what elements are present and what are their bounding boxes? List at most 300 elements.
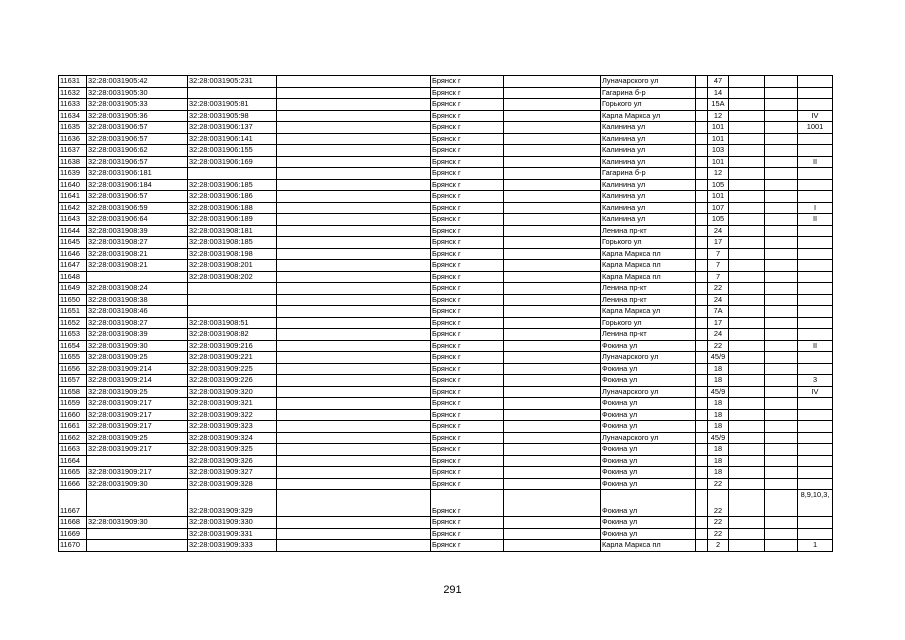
cell-blank-c	[696, 76, 708, 88]
cell-house-number: 101	[708, 191, 729, 203]
cell-blank-b	[504, 191, 601, 203]
cell-city: Брянск г	[431, 122, 504, 134]
table-row	[59, 340, 833, 352]
cell-blank-e	[765, 122, 798, 134]
cell-premises	[798, 76, 833, 88]
cell-blank-a	[277, 317, 431, 329]
cell-house-number: 14	[708, 87, 729, 99]
cell-blank-c	[696, 87, 708, 99]
cell-blank-c	[696, 517, 708, 529]
cell-city: Брянск г	[431, 156, 504, 168]
cell-object-number: 32:28:0031909:324	[188, 432, 277, 444]
cell-blank-b	[504, 306, 601, 318]
table-row	[59, 467, 833, 479]
cell-object-number: 32:28:0031909:321	[188, 398, 277, 410]
cell-blank-a	[277, 99, 431, 111]
cell-cadastral-number: 32:28:0031908:38	[87, 294, 188, 306]
cell-blank-a	[277, 363, 431, 375]
cell-row-number: 11638	[59, 156, 87, 168]
cell-city: Брянск г	[431, 455, 504, 467]
cell-house-number: 24	[708, 294, 729, 306]
cell-blank-a	[277, 87, 431, 99]
cell-premises: II	[798, 214, 833, 226]
cell-premises	[798, 352, 833, 364]
cell-blank-b	[504, 363, 601, 375]
cell-blank-b	[504, 444, 601, 456]
cell-premises	[798, 421, 833, 433]
cell-row-number: 11659	[59, 398, 87, 410]
table-row	[59, 248, 833, 260]
cell-blank-e	[765, 386, 798, 398]
cell-blank-d	[729, 283, 765, 295]
cell-house-number: 103	[708, 145, 729, 157]
table-row	[59, 110, 833, 122]
cell-blank-e	[765, 133, 798, 145]
table-row	[59, 76, 833, 88]
cell-blank-d	[729, 179, 765, 191]
cell-blank-e	[765, 87, 798, 99]
cell-street: Фокина ул	[601, 478, 696, 490]
cell-house-number: 18	[708, 409, 729, 421]
cell-cadastral-number: 32:28:0031906:181	[87, 168, 188, 180]
cell-street: Луначарского ул	[601, 352, 696, 364]
cell-blank-e	[765, 260, 798, 272]
cell-premises	[798, 329, 833, 341]
cell-city: Брянск г	[431, 329, 504, 341]
cell-house-number: 101	[708, 133, 729, 145]
cell-blank-c	[696, 145, 708, 157]
cell-blank-b	[504, 294, 601, 306]
cell-blank-e	[765, 294, 798, 306]
cell-city: Брянск г	[431, 271, 504, 283]
cell-blank-d	[729, 202, 765, 214]
cell-blank-c	[696, 271, 708, 283]
cell-city: Брянск г	[431, 87, 504, 99]
cell-city: Брянск г	[431, 237, 504, 249]
cell-blank-e	[765, 432, 798, 444]
cell-object-number: 32:28:0031908:185	[188, 237, 277, 249]
cell-blank-a	[277, 214, 431, 226]
table-row	[59, 191, 833, 203]
cell-blank-b	[504, 225, 601, 237]
cell-blank-e	[765, 478, 798, 490]
cell-premises	[798, 271, 833, 283]
cell-street: Карла Маркса пл	[601, 540, 696, 552]
cell-blank-b	[504, 398, 601, 410]
cell-street: Фокина ул	[601, 528, 696, 540]
cell-blank-c	[696, 283, 708, 295]
cell-blank-a	[277, 421, 431, 433]
cell-blank-c	[696, 352, 708, 364]
cell-city: Брянск г	[431, 294, 504, 306]
cell-blank-b	[504, 133, 601, 145]
cell-blank-d	[729, 317, 765, 329]
cell-object-number: 32:28:0031906:137	[188, 122, 277, 134]
cell-premises: 1001	[798, 122, 833, 134]
cell-blank-c	[696, 294, 708, 306]
table-row	[59, 271, 833, 283]
cell-blank-c	[696, 340, 708, 352]
cell-cadastral-number: 32:28:0031908:27	[87, 317, 188, 329]
cell-row-number: 11634	[59, 110, 87, 122]
cell-cadastral-number: 32:28:0031909:25	[87, 386, 188, 398]
cell-premises	[798, 409, 833, 421]
cell-object-number: 32:28:0031908:201	[188, 260, 277, 272]
cell-house-number: 18	[708, 444, 729, 456]
cell-city: Брянск г	[431, 467, 504, 479]
cell-object-number: 32:28:0031909:330	[188, 517, 277, 529]
cell-blank-d	[729, 455, 765, 467]
cell-street: Фокина ул	[601, 517, 696, 529]
cell-object-number: 32:28:0031909:225	[188, 363, 277, 375]
cell-blank-a	[277, 76, 431, 88]
cell-street: Горького ул	[601, 237, 696, 249]
cell-blank-c	[696, 386, 708, 398]
cell-house-number: 45/9	[708, 432, 729, 444]
cell-cadastral-number: 32:28:0031906:57	[87, 122, 188, 134]
table-row	[59, 540, 833, 552]
cell-house-number: 101	[708, 122, 729, 134]
cell-blank-e	[765, 455, 798, 467]
cell-blank-b	[504, 478, 601, 490]
cell-street: Калинина ул	[601, 122, 696, 134]
cell-blank-d	[729, 76, 765, 88]
cell-cadastral-number: 32:28:0031909:30	[87, 478, 188, 490]
cell-blank-c	[696, 122, 708, 134]
cell-house-number: 22	[708, 528, 729, 540]
cell-street: Калинина ул	[601, 214, 696, 226]
cell-blank-d	[729, 444, 765, 456]
cell-cadastral-number: 32:28:0031909:25	[87, 352, 188, 364]
cell-blank-b	[504, 386, 601, 398]
cell-cadastral-number: 32:28:0031909:214	[87, 375, 188, 387]
cell-street: Калинина ул	[601, 191, 696, 203]
cell-blank-b	[504, 409, 601, 421]
cell-blank-c	[696, 133, 708, 145]
cell-object-number: 32:28:0031905:81	[188, 99, 277, 111]
cell-blank-a	[277, 237, 431, 249]
cell-blank-d	[729, 340, 765, 352]
cell-object-number: 32:28:0031909:322	[188, 409, 277, 421]
cell-blank-c	[696, 260, 708, 272]
cell-cadastral-number: 32:28:0031906:57	[87, 156, 188, 168]
cell-cadastral-number: 32:28:0031906:184	[87, 179, 188, 191]
table-row	[59, 455, 833, 467]
cell-blank-d	[729, 375, 765, 387]
cell-object-number: 32:28:0031905:231	[188, 76, 277, 88]
cell-blank-b	[504, 260, 601, 272]
cell-premises	[798, 478, 833, 490]
cell-house-number: 18	[708, 455, 729, 467]
cell-street: Луначарского ул	[601, 386, 696, 398]
cell-premises	[798, 168, 833, 180]
cell-blank-c	[696, 444, 708, 456]
cell-blank-c	[696, 99, 708, 111]
cell-cadastral-number: 32:28:0031909:217	[87, 444, 188, 456]
cell-blank-c	[696, 110, 708, 122]
cell-row-number: 11661	[59, 421, 87, 433]
cell-blank-a	[277, 271, 431, 283]
cell-premises: 8,9,10,3,	[798, 490, 833, 517]
cell-blank-e	[765, 528, 798, 540]
cell-blank-d	[729, 490, 765, 517]
cell-blank-a	[277, 540, 431, 552]
cell-object-number	[188, 168, 277, 180]
cell-premises	[798, 467, 833, 479]
cell-house-number: 45/9	[708, 386, 729, 398]
cell-row-number: 11656	[59, 363, 87, 375]
cell-cadastral-number: 32:28:0031906:62	[87, 145, 188, 157]
table-row	[59, 179, 833, 191]
cell-blank-a	[277, 248, 431, 260]
cell-blank-a	[277, 179, 431, 191]
cell-street: Фокина ул	[601, 340, 696, 352]
cell-row-number: 11650	[59, 294, 87, 306]
cell-blank-b	[504, 122, 601, 134]
table-row	[59, 283, 833, 295]
cell-row-number: 11642	[59, 202, 87, 214]
cell-object-number: 32:28:0031908:198	[188, 248, 277, 260]
cell-cadastral-number: 32:28:0031905:36	[87, 110, 188, 122]
cell-house-number: 45/9	[708, 352, 729, 364]
cell-blank-a	[277, 352, 431, 364]
cell-premises: IV	[798, 386, 833, 398]
cell-blank-a	[277, 375, 431, 387]
cell-object-number	[188, 306, 277, 318]
cell-row-number: 11651	[59, 306, 87, 318]
cell-house-number: 2	[708, 540, 729, 552]
cell-object-number: 32:28:0031906:169	[188, 156, 277, 168]
table-row	[59, 306, 833, 318]
cell-blank-d	[729, 294, 765, 306]
cell-street: Луначарского ул	[601, 76, 696, 88]
cell-blank-a	[277, 260, 431, 272]
cell-house-number: 12	[708, 110, 729, 122]
cell-city: Брянск г	[431, 260, 504, 272]
cell-house-number: 105	[708, 179, 729, 191]
cell-city: Брянск г	[431, 248, 504, 260]
cell-blank-a	[277, 444, 431, 456]
table-row	[59, 352, 833, 364]
cell-blank-b	[504, 517, 601, 529]
cell-object-number: 32:28:0031908:51	[188, 317, 277, 329]
cell-blank-d	[729, 363, 765, 375]
cell-street: Ленина пр-кт	[601, 329, 696, 341]
cell-premises	[798, 517, 833, 529]
cell-row-number: 11632	[59, 87, 87, 99]
cell-blank-e	[765, 517, 798, 529]
cell-blank-c	[696, 179, 708, 191]
cell-blank-e	[765, 191, 798, 203]
cell-blank-c	[696, 168, 708, 180]
cell-blank-d	[729, 168, 765, 180]
cell-blank-c	[696, 375, 708, 387]
table-row	[59, 363, 833, 375]
cell-row-number: 11635	[59, 122, 87, 134]
cell-street: Гагарина б-р	[601, 87, 696, 99]
cell-object-number: 32:28:0031909:325	[188, 444, 277, 456]
cell-street: Фокина ул	[601, 444, 696, 456]
cell-blank-b	[504, 528, 601, 540]
cell-blank-d	[729, 156, 765, 168]
cell-blank-c	[696, 237, 708, 249]
cell-house-number: 24	[708, 329, 729, 341]
cell-blank-a	[277, 202, 431, 214]
cell-blank-e	[765, 168, 798, 180]
table-row	[59, 317, 833, 329]
cell-blank-b	[504, 271, 601, 283]
cell-row-number: 11654	[59, 340, 87, 352]
table-row	[59, 294, 833, 306]
table-row	[59, 260, 833, 272]
cell-row-number: 11641	[59, 191, 87, 203]
cell-cadastral-number: 32:28:0031906:57	[87, 191, 188, 203]
cell-row-number: 11668	[59, 517, 87, 529]
cell-blank-e	[765, 156, 798, 168]
cell-object-number: 32:28:0031909:221	[188, 352, 277, 364]
cell-blank-e	[765, 375, 798, 387]
cell-object-number: 32:28:0031909:333	[188, 540, 277, 552]
cell-house-number: 101	[708, 156, 729, 168]
cell-blank-b	[504, 352, 601, 364]
register-table	[58, 75, 833, 552]
cell-blank-c	[696, 225, 708, 237]
cell-row-number: 11665	[59, 467, 87, 479]
cell-street: Ленина пр-кт	[601, 225, 696, 237]
cell-cadastral-number	[87, 528, 188, 540]
cell-blank-a	[277, 478, 431, 490]
cell-blank-b	[504, 214, 601, 226]
cell-row-number: 11637	[59, 145, 87, 157]
cell-blank-d	[729, 110, 765, 122]
cell-object-number: 32:28:0031909:331	[188, 528, 277, 540]
cell-street: Фокина ул	[601, 455, 696, 467]
cell-city: Брянск г	[431, 191, 504, 203]
cell-blank-c	[696, 432, 708, 444]
cell-house-number: 105	[708, 214, 729, 226]
cell-city: Брянск г	[431, 540, 504, 552]
cell-blank-b	[504, 99, 601, 111]
cell-city: Брянск г	[431, 76, 504, 88]
cell-blank-d	[729, 122, 765, 134]
cell-blank-e	[765, 540, 798, 552]
cell-blank-d	[729, 133, 765, 145]
cell-blank-e	[765, 317, 798, 329]
cell-street: Фокина ул	[601, 409, 696, 421]
cell-cadastral-number: 32:28:0031906:59	[87, 202, 188, 214]
cell-blank-c	[696, 363, 708, 375]
cell-street: Горького ул	[601, 317, 696, 329]
table-row	[59, 386, 833, 398]
cell-blank-d	[729, 191, 765, 203]
cell-premises	[798, 444, 833, 456]
cell-blank-d	[729, 398, 765, 410]
cell-blank-c	[696, 202, 708, 214]
cell-premises	[798, 294, 833, 306]
cell-street: Калинина ул	[601, 156, 696, 168]
cell-blank-e	[765, 99, 798, 111]
cell-street: Ленина пр-кт	[601, 283, 696, 295]
cell-premises: I	[798, 202, 833, 214]
register-table-body	[59, 76, 833, 552]
cell-blank-d	[729, 478, 765, 490]
cell-house-number: 17	[708, 317, 729, 329]
cell-blank-d	[729, 386, 765, 398]
cell-blank-a	[277, 133, 431, 145]
cell-cadastral-number: 32:28:0031908:21	[87, 248, 188, 260]
table-row	[59, 398, 833, 410]
cell-object-number	[188, 87, 277, 99]
cell-premises	[798, 317, 833, 329]
cell-row-number: 11649	[59, 283, 87, 295]
cell-house-number: 24	[708, 225, 729, 237]
cell-blank-e	[765, 110, 798, 122]
cell-street: Фокина ул	[601, 421, 696, 433]
cell-blank-b	[504, 455, 601, 467]
table-row	[59, 517, 833, 529]
cell-house-number: 22	[708, 283, 729, 295]
cell-street: Карла Маркса ул	[601, 306, 696, 318]
cell-city: Брянск г	[431, 99, 504, 111]
table-row	[59, 214, 833, 226]
cell-blank-b	[504, 110, 601, 122]
cell-object-number: 32:28:0031908:181	[188, 225, 277, 237]
cell-object-number: 32:28:0031906:155	[188, 145, 277, 157]
cell-row-number: 11667	[59, 490, 87, 517]
cell-city: Брянск г	[431, 363, 504, 375]
cell-blank-d	[729, 409, 765, 421]
cell-blank-a	[277, 409, 431, 421]
cell-blank-c	[696, 248, 708, 260]
cell-house-number: 22	[708, 517, 729, 529]
cell-blank-d	[729, 517, 765, 529]
cell-object-number: 32:28:0031905:98	[188, 110, 277, 122]
cell-house-number: 7А	[708, 306, 729, 318]
table-row	[59, 168, 833, 180]
table-row	[59, 375, 833, 387]
cell-blank-b	[504, 432, 601, 444]
cell-house-number: 18	[708, 375, 729, 387]
cell-blank-a	[277, 490, 431, 517]
cell-premises	[798, 145, 833, 157]
cell-premises: 3	[798, 375, 833, 387]
cell-blank-c	[696, 317, 708, 329]
cell-object-number	[188, 283, 277, 295]
cell-cadastral-number	[87, 540, 188, 552]
cell-cadastral-number: 32:28:0031906:57	[87, 133, 188, 145]
cell-blank-d	[729, 432, 765, 444]
cell-object-number: 32:28:0031906:185	[188, 179, 277, 191]
cell-cadastral-number: 32:28:0031909:25	[87, 432, 188, 444]
cell-blank-e	[765, 340, 798, 352]
cell-house-number: 22	[708, 478, 729, 490]
cell-blank-e	[765, 352, 798, 364]
cell-object-number: 32:28:0031906:188	[188, 202, 277, 214]
cell-premises: II	[798, 340, 833, 352]
cell-blank-d	[729, 329, 765, 341]
table-row	[59, 421, 833, 433]
cell-row-number: 11647	[59, 260, 87, 272]
cell-cadastral-number: 32:28:0031909:30	[87, 517, 188, 529]
cell-blank-d	[729, 421, 765, 433]
cell-object-number: 32:28:0031909:327	[188, 467, 277, 479]
cell-cadastral-number: 32:28:0031908:46	[87, 306, 188, 318]
cell-city: Брянск г	[431, 306, 504, 318]
cell-cadastral-number: 32:28:0031909:30	[87, 340, 188, 352]
cell-blank-a	[277, 122, 431, 134]
cell-city: Брянск г	[431, 528, 504, 540]
cell-blank-c	[696, 478, 708, 490]
